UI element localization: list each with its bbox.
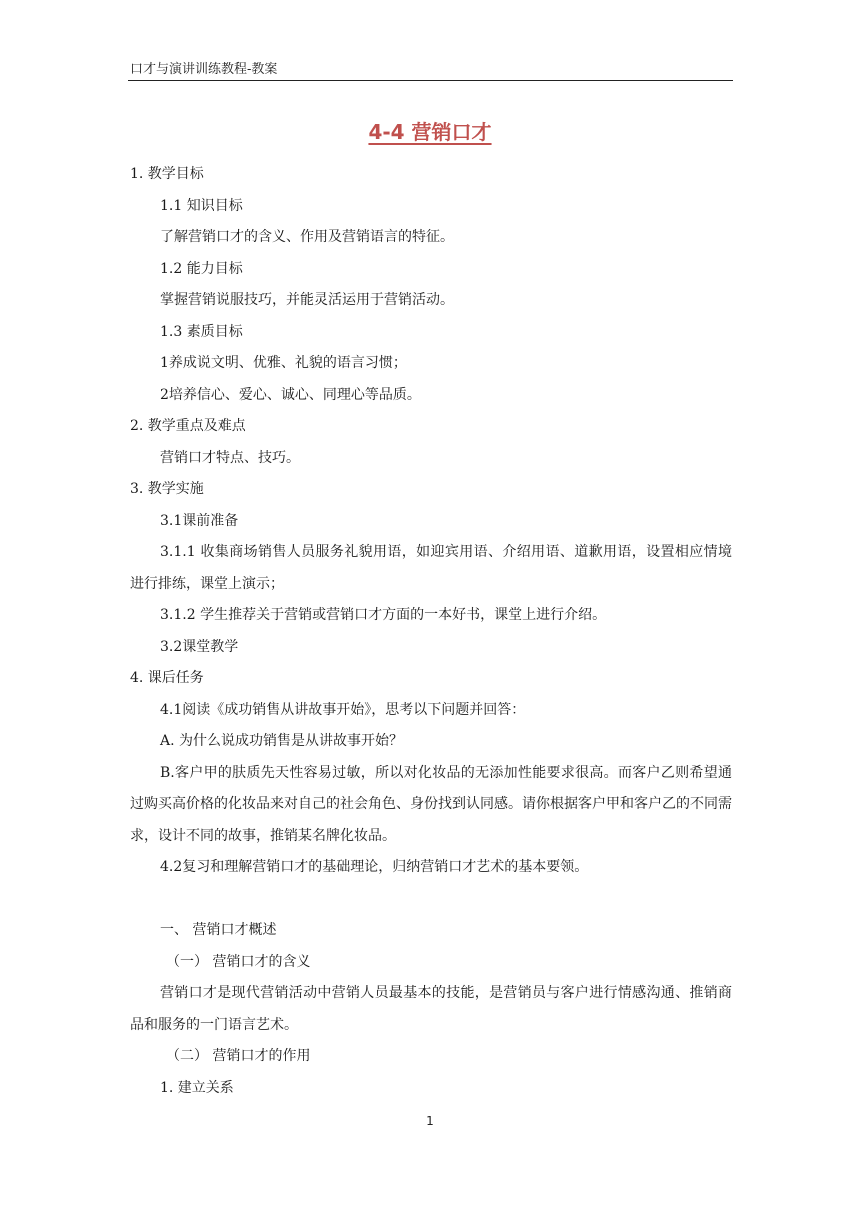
paragraph: 1.1 知识目标 (160, 197, 243, 214)
section-heading: 4. 课后任务 (130, 670, 204, 686)
header-divider (128, 80, 733, 81)
paragraph: 营销口才特点、技巧。 (160, 449, 300, 466)
document-body (130, 159, 732, 1104)
paragraph: 1.3 素质目标 (160, 323, 243, 340)
paragraph: 3.1.1 收集商场销售人员服务礼貌用语，如迎宾用语、介绍用语、道歉用语，设置相应情境进行排练，课堂上演示； (130, 544, 732, 592)
paragraph: （二） 营销口才的作用 (166, 1048, 311, 1064)
paragraph: 一、 营销口才概述 (160, 922, 277, 938)
paragraph (130, 884, 732, 916)
paragraph: 掌握营销说服技巧，并能灵活运用于营销活动。 (160, 292, 454, 308)
paragraph: 营销口才是现代营销活动中营销人员最基本的技能，是营销员与客户进行情感沟通、推销商品和服务的一门语言艺术。 (130, 985, 732, 1033)
page-header: 口才与演讲训练教程-教案 (130, 62, 278, 77)
section-heading: 2. 教学重点及难点 (130, 418, 246, 434)
paragraph: 了解营销口才的含义、作用及营销语言的特征。 (160, 229, 454, 245)
section-heading: 1. 教学目标 (130, 166, 204, 182)
page-title: 4-4 营销口才 (368, 120, 492, 144)
section-heading: 3. 教学实施 (130, 481, 204, 497)
paragraph: 1养成说文明、优雅、礼貌的语言习惯； (160, 355, 407, 371)
page-number: 1 (426, 1114, 434, 1128)
paragraph: 4.2复习和理解营销口才的基础理论，归纳营销口才艺术的基本要领。 (160, 859, 589, 875)
paragraph: B.客户甲的肤质先天性容易过敏，所以对化妆品的无添加性能要求很高。而客户乙则希望通过购买高价格的化妆品来对自己的社会角色、身份找到认同感。请你根据客户甲和客户乙的不同需求，设计不同的故事，推销某名牌化妆品。 (130, 764, 732, 844)
paragraph: 2培养信心、爱心、诚心、同理心等品质。 (160, 386, 421, 403)
paragraph: 1.2 能力目标 (160, 260, 243, 277)
paragraph: 3.1课前准备 (160, 512, 239, 529)
paragraph: 3.2课堂教学 (160, 638, 239, 655)
paragraph: （一） 营销口才的含义 (166, 953, 311, 970)
paragraph: 3.1.2 学生推荐关于营销或营销口才方面的一本好书，课堂上进行介绍。 (160, 607, 607, 623)
paragraph: 1. 建立关系 (160, 1079, 234, 1096)
paragraph: A. 为什么说成功销售是从讲故事开始？ (160, 733, 404, 749)
paragraph: 4.1阅读《成功销售从讲故事开始》，思考以下问题并回答： (160, 701, 526, 718)
